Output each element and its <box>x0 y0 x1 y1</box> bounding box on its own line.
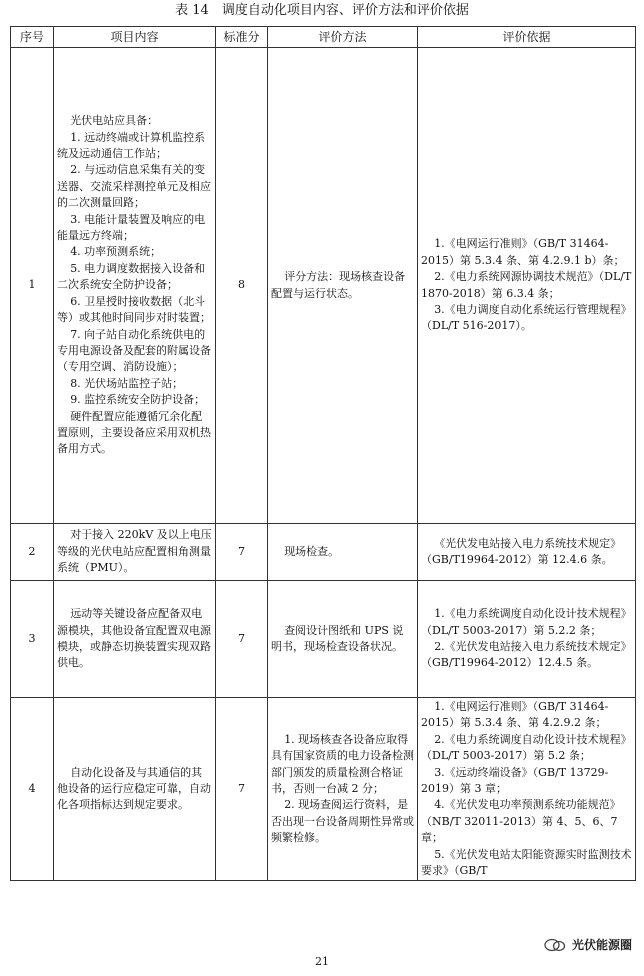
cell-score: 8 <box>216 48 268 524</box>
method-line: 2. 现场查阅运行资料，是否出现一台设备周期性异常或频繁检修。 <box>271 798 414 845</box>
content-line: 硬件配置应能遵循冗余化配置原则，主要设备应采用双机热备用方式。 <box>57 409 211 456</box>
table-row <box>11 524 636 581</box>
table-row <box>11 48 636 524</box>
wechat-logo-icon <box>544 938 566 952</box>
table-row <box>11 698 636 881</box>
content-line: 光伏电站应具备： <box>70 114 159 128</box>
content-line: 3. 电能计量装置及响应的电能量远方终端； <box>57 212 206 243</box>
basis-line: 3.《电力调度自动化系统运行管理规程》（DL/T 516-2017）。 <box>421 302 632 333</box>
cell-method <box>268 581 418 698</box>
content-line: 8. 光伏场站监控子站； <box>70 376 184 390</box>
cell-content <box>54 48 216 524</box>
method-line: 查阅设计图纸和 UPS 说明书，现场检查设备状况。 <box>271 623 404 653</box>
content-line: 对于接入 220kV 及以上电压等级的光伏电站应配置相角测量系统（PMU）。 <box>57 528 212 575</box>
content-line: 远动等关键设备应配备双电源模块，其他设备宜配置双电源模块，或静态切换装置实现双路供电。 <box>57 607 211 670</box>
cell-method <box>268 698 418 881</box>
content-line: 7. 向子站自动化系统供电的专用电源设备及配套的附属设备（专用空调、消防设施）； <box>57 327 211 374</box>
cell-method <box>268 48 418 524</box>
method-line: 1. 现场核查各设备应取得具有国家资质的电力设备检测部门颁发的质量检测合格证书，否则一台减 2 分； <box>271 732 414 796</box>
cell-score: 7 <box>216 581 268 698</box>
cell-no: 1 <box>11 48 54 524</box>
content-line: 9. 监控系统安全防护设备； <box>70 393 206 407</box>
basis-line: 1.《电力系统调度自动化设计技术规程》（DL/T 5003-2017）第 5.2.2 条； <box>421 607 632 637</box>
header-basis: 评价依据 <box>418 27 636 48</box>
content-line: 1. 远动终端或计算机监控系统及远动通信工作站； <box>57 130 206 161</box>
content-line: 5. 电力调度数据接入设备和二次系统安全防护设备； <box>57 261 206 292</box>
content-line: 2. 与远动信息采集有关的变送器、交流采样测控单元及相应的二次测量回路； <box>57 163 211 210</box>
cell-basis <box>418 698 636 881</box>
content-line: 4. 功率预测系统； <box>70 245 162 259</box>
cell-content <box>54 581 216 698</box>
content-line: 6. 卫星授时接收数据（北斗等）或其他时间同步对时装置； <box>57 294 211 325</box>
cell-basis <box>418 524 636 581</box>
basis-line: 2.《电力系统调度自动化设计技术规程》（DL/T 5003-2017）第 5.2 条； <box>421 732 632 763</box>
watermark-text: 光伏能源圈 <box>571 938 632 952</box>
method-line: 现场检查。 <box>284 544 340 558</box>
basis-line: 1.《电网运行准则》（GB/T 31464-2015）第 5.3.4 条、第 4.2.9.1 b）条； <box>421 237 625 267</box>
basis-line: 4.《光伏发电功率预测系统功能规范》（NB/T 32011-2013）第 4、5、6、7 章； <box>421 798 621 845</box>
basis-line: 2.《电力系统网源协调技术规范》（DL/T 1870-2018）第 6.3.4 条； <box>421 270 632 300</box>
cell-method <box>268 524 418 581</box>
table-header-row <box>11 27 636 48</box>
cell-no: 2 <box>11 524 54 581</box>
cell-score: 7 <box>216 698 268 881</box>
header-content: 项目内容 <box>54 27 216 48</box>
basis-line: 5.《光伏发电站太阳能资源实时监测技术要求》（GB/T <box>421 847 632 878</box>
header-no: 序号 <box>11 27 54 48</box>
watermark <box>544 936 632 953</box>
evaluation-table <box>10 26 636 881</box>
method-line: 评分方法：现场核查设备配置与运行状态。 <box>271 270 406 300</box>
cell-basis <box>418 48 636 524</box>
cell-content <box>54 524 216 581</box>
basis-line: 3.《远动终端设备》（GB/T 13729-2019）第 3 章； <box>421 765 609 796</box>
table-row <box>11 581 636 698</box>
table-caption: 表 14 调度自动化项目内容、评价方法和评价依据 <box>175 3 469 18</box>
cell-content <box>54 698 216 881</box>
page-number: 21 <box>315 955 329 968</box>
basis-line: 2.《光伏发电站接入电力系统技术规定》（GB/T19964-2012）12.4.5 条。 <box>421 640 632 670</box>
basis-line: 《光伏发电站接入电力系统技术规定》（GB/T19964-2012）第 12.4.6 条。 <box>421 536 622 566</box>
cell-no: 4 <box>11 698 54 881</box>
cell-no: 3 <box>11 581 54 698</box>
basis-line: 1.《电网运行准则》（GB/T 31464-2015）第 5.3.4 条、第 4.2.9.2 条； <box>421 700 609 730</box>
header-method: 评价方法 <box>268 27 418 48</box>
cell-basis <box>418 581 636 698</box>
content-line: 自动化设备及与其通信的其他设备的运行应稳定可靠，自动化各项指标达到规定要求。 <box>57 765 211 812</box>
header-score: 标准分 <box>216 27 268 48</box>
cell-score: 7 <box>216 524 268 581</box>
